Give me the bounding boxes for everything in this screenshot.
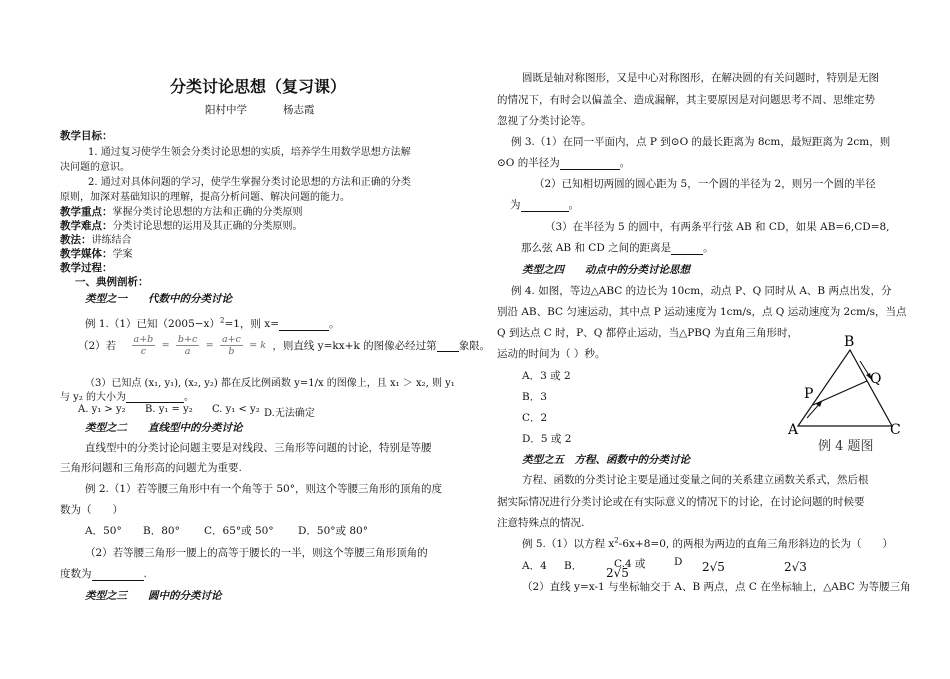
process-label: 教学过程： xyxy=(60,262,113,274)
option-5-a: A．4 xyxy=(522,560,547,572)
difficult-text: 分类讨论思想的运用及其正确的分类原则。 xyxy=(112,221,303,232)
example-3-3-line-b xyxy=(521,240,714,255)
key-text: 掌握分类讨论思想的方法和正确的分类原则 xyxy=(112,207,303,218)
answer-blank[interactable] xyxy=(92,569,144,581)
ex1-2-text-a: （2）若 xyxy=(78,340,117,352)
example-2-2-line-a: （2）若等腰三角形一腰上的高等于腰长的一半，则这个等腰三角形顶角的 xyxy=(85,547,428,559)
ex5-1-text-b: -6x+8=0, 的两根为两边的直角三角形斜边的长为（ ） xyxy=(618,538,894,550)
ex3-3-text-b: 那么弦 AB 和 CD 之间的距离是 xyxy=(521,242,672,254)
ex1-1-text-b: =1，则 x= xyxy=(224,318,279,330)
option-1-d: D.无法确定 xyxy=(264,408,315,419)
ex1-3-text-b: 与 y₂ 的大小为 xyxy=(60,392,127,403)
equals-sign: = xyxy=(205,340,214,351)
example-1-3-line-a: （3）已知点 (x₁, y₁), (x₂, y₂) 都在反比例函数 y=1/x 的图像上，且 x₁ ＞ x₂, 则 y₁ xyxy=(85,378,455,389)
media-text: 学案 xyxy=(112,249,133,260)
goal-2-line-b: 原则，加深对基础知识的理解，提高分析问题、解决问题的能力。 xyxy=(60,192,350,203)
type-2-text-a: 直线型中的分类讨论问题主要是对线段、三角形等问题的讨论，特别是等腰 xyxy=(85,442,432,454)
option-1-c: C. y₁ < y₂ xyxy=(212,404,260,415)
method-label: 教法： xyxy=(60,234,92,246)
label-b: B xyxy=(844,334,855,350)
example-3-1-line-a: 例 3.（1）在同一平面内，点 P 到⊙O 的最长距离为 8cm，最短距离为 2cm，则 xyxy=(511,136,891,148)
answer-blank[interactable] xyxy=(279,319,329,331)
media-label: 教学媒体： xyxy=(60,248,113,260)
goals-label: 教学目标： xyxy=(60,130,113,142)
option-2-c: C．65°或 50° xyxy=(204,525,274,537)
option-2-d: D．50°或 80° xyxy=(298,525,368,537)
option-4-d: D．5 或 2 xyxy=(522,433,572,445)
example-4-line-c: Q 到达点 C 时，P、Q 都停止运动，当△PBQ 为直角三角形时， xyxy=(497,327,798,339)
example-3-1-line-b xyxy=(497,155,630,170)
answer-blank[interactable] xyxy=(126,391,184,403)
equals-k: = k xyxy=(249,340,266,351)
triangle-figure xyxy=(780,328,910,454)
option-2-b: B．80° xyxy=(143,525,180,537)
ex1-2-text-b: ，则直线 y=kx+k 的图像必经过第 xyxy=(272,340,437,352)
fraction-2 xyxy=(176,334,199,357)
ex1-3-end: 。 xyxy=(184,392,195,403)
circle-text-a: 圆既是轴对称图形，又是中心对称图形，在解决圆的有关问题时，特别是无图 xyxy=(522,72,879,84)
circle-text-c: 忽视了分类讨论等。 xyxy=(497,115,592,127)
answer-blank[interactable] xyxy=(437,340,459,352)
example-1-1 xyxy=(85,316,340,331)
option-5-d-value-2: 2√3 xyxy=(784,560,807,574)
ex1-2-end: 象限。 xyxy=(458,340,491,352)
type-5-text-b: 据实际情况进行分类讨论或在有实际意义的情况下的讨论，在讨论问题的时候要 xyxy=(497,496,865,508)
option-1-b: B. y₁ = y₂ xyxy=(145,404,193,415)
teaching-media xyxy=(60,245,133,261)
answer-blank[interactable] xyxy=(671,243,703,255)
fraction-3-den: b xyxy=(228,346,235,357)
option-5-b: B． xyxy=(564,560,583,572)
option-4-b: B．3 xyxy=(522,391,547,403)
example-1-3-line-b xyxy=(60,388,194,403)
author-name: 杨志霞 xyxy=(283,104,315,116)
example-2-1-line-b: 数为（ ） xyxy=(60,504,123,516)
ex5-1-text-a: 例 5.（1）以方程 x xyxy=(522,538,615,550)
example-3-2-line-a: （2）已知相切两圆的圆心距为 5，一个圆的半径为 2，则另一个圆的半径 xyxy=(534,178,876,190)
option-4-a: A．3 或 2 xyxy=(522,370,571,382)
type-5-text-a: 方程、函数的分类讨论主要是通过变量之间的关系建立函数关系式，然后根 xyxy=(522,474,869,486)
example-2-1-line-a: 例 2.（1）若等腰三角形中有一个角等于 50°，则这个等腰三角形的顶角的度 xyxy=(85,483,442,495)
label-a: A xyxy=(788,422,799,438)
option-5-d: D xyxy=(674,556,683,568)
option-5-d-value-1: 2√5 xyxy=(702,560,725,574)
ex5-1-superscript: 2 xyxy=(614,536,619,545)
example-4-line-a: 例 4. 如图，等边△ABC 的边长为 10cm，动点 P、Q 同时从 A、B 两点出发，分 xyxy=(511,285,892,297)
answer-blank[interactable] xyxy=(521,200,569,212)
ex3-1-text-b: ⊙O 的半径为 xyxy=(497,157,560,169)
option-1-a: A. y₁ > y₂ xyxy=(78,404,126,415)
author-school: 阳村中学 xyxy=(205,104,247,116)
ex1-1-text-a: 例 1.（1）已知（2005−x） xyxy=(85,318,220,330)
difficult-label: 教学难点： xyxy=(60,220,113,232)
example-5-1 xyxy=(522,536,893,551)
example-2-2-line-b xyxy=(60,566,147,581)
ex1-1-end: 。 xyxy=(329,318,340,330)
type-4-heading: 类型之四 动点中的分类讨论思想 xyxy=(522,264,690,276)
type-3-heading: 类型之三 圆中的分类讨论 xyxy=(85,590,222,602)
fraction-3-num: a+c xyxy=(221,334,241,345)
ex3-2-end: 。 xyxy=(568,199,579,211)
ex2-2-text-b: 度数为 xyxy=(60,568,92,580)
method-text: 讲练结合 xyxy=(91,235,132,246)
label-p: P xyxy=(804,386,814,402)
page-title: 分类讨论思想（复习课） xyxy=(170,77,347,96)
ex2-2-end: . xyxy=(143,568,147,580)
goal-1-line-a: 1. 通过复习使学生领会分类讨论思想的实质，培养学生用数学思想方法解 xyxy=(88,147,411,158)
ex3-3-end: 。 xyxy=(703,242,714,254)
equals-sign: = xyxy=(161,340,170,351)
ex3-1-end: 。 xyxy=(619,157,631,169)
fraction-2-den: a xyxy=(184,346,191,357)
fraction-1-den: c xyxy=(140,346,147,357)
type-5-text-c: 注意特殊点的情况. xyxy=(497,517,585,529)
section-1-heading: 一、典例剖析： xyxy=(75,276,149,288)
type-1-heading: 类型之一 代数中的分类讨论 xyxy=(85,293,232,305)
fraction-1-num: a+b xyxy=(133,334,154,345)
option-2-a: A．50° xyxy=(85,525,122,537)
fraction-1 xyxy=(132,334,156,357)
goal-2-line-a: 2. 通过对具体问题的学习，使学生掌握分类讨论思想的方法和正确的分类 xyxy=(88,177,411,188)
label-c: C xyxy=(890,422,901,438)
option-4-c: C．2 xyxy=(522,412,548,424)
ex1-1-superscript: 2 xyxy=(219,316,225,325)
fraction-2-num: b+c xyxy=(177,334,198,345)
circle-text-b: 的情况下，有时会以偏盖全、造成漏解，其主要原因是对问题思考不周、思维定势 xyxy=(497,94,875,106)
example-4-line-b: 别沿 AB、BC 匀速运动，其中点 P 运动速度为 1cm/s，点 Q 运动速度为 2cm/s，当点 xyxy=(497,306,907,318)
goal-1-line-b: 决问题的意识。 xyxy=(60,162,130,173)
option-5-c-radical: 2√5 xyxy=(606,566,629,580)
example-5-2: （2）直线 y=x-1 与坐标轴交于 A、B 两点，点 C 在坐标轴上，△ABC 为等腰三角 xyxy=(522,581,911,593)
fraction-3 xyxy=(220,334,243,357)
type-2-text-b: 三角形问题和三角形高的问题尤为重要. xyxy=(60,462,242,474)
type-5-heading: 类型之五 方程、函数中的分类讨论 xyxy=(522,454,690,466)
answer-blank[interactable] xyxy=(560,158,620,170)
example-4-line-d: 运动的时间为（ ）秒。 xyxy=(497,348,606,360)
ex3-2-text-b: 为 xyxy=(510,199,521,211)
example-3-2-line-b xyxy=(510,197,579,212)
key-label: 教学重点： xyxy=(60,206,113,218)
figure-caption: 例 4 题图 xyxy=(818,439,874,454)
example-3-3-line-a: （3）在半径为 5 的圆中，有两条平行弦 AB 和 CD，如果 AB=6,CD=8, xyxy=(545,221,890,233)
example-1-2 xyxy=(78,334,490,357)
option-5-c: C.4 或 xyxy=(614,558,646,570)
label-q: Q xyxy=(870,371,882,387)
type-2-heading: 类型之二 直线型中的分类讨论 xyxy=(85,422,243,434)
